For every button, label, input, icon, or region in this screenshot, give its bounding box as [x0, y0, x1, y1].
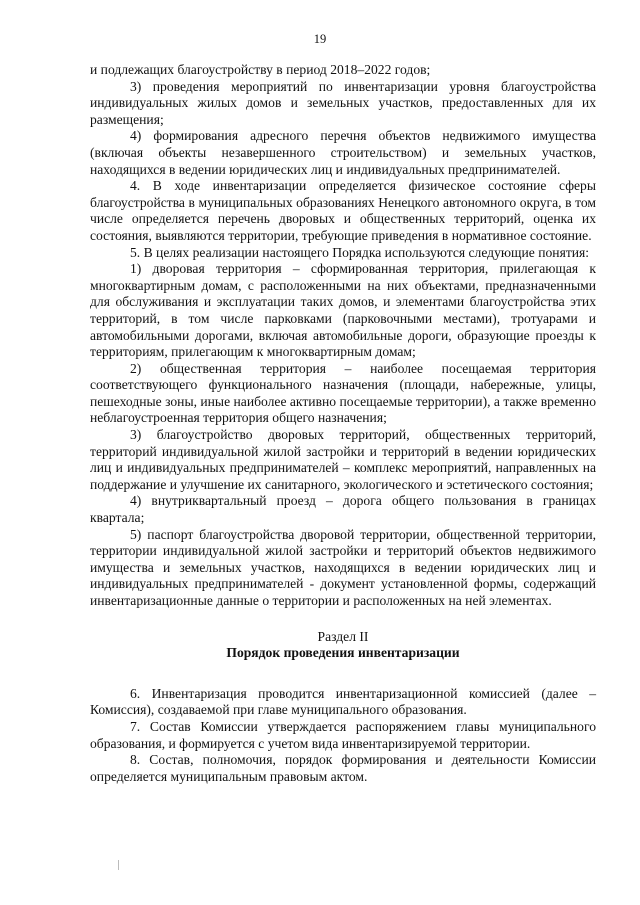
paragraph: 5) паспорт благоустройства дворовой территории, общественной территории, территории индивидуальной жилой застройки и территорий объектов недвижимого имущества и земельных участков, находящихся в ведении юридических лиц и индивидуальных предпринимателей - документ установленной формы, содержащий инвентаризационные данные о территории и расположенных на ней элементах.	[90, 526, 596, 608]
page-number: 19	[313, 32, 327, 46]
paragraph: 4. В ходе инвентаризации определяется физическое состояние сферы благоустройства в муниципальных образованиях Ненецкого автономного округа, в том числе определяется перечень дворовых и общественных территорий, оценка их состояния, выявляются территории, требующие приведения в нормативное состояние.	[90, 178, 596, 243]
document-body	[90, 62, 596, 785]
paragraph: 4) внутриквартальный проезд – дорога общего пользования в границах квартала;	[90, 493, 596, 526]
scan-mark	[118, 860, 119, 870]
paragraph: 3) благоустройство дворовых территорий, общественных территорий, территорий индивидуальной жилой застройки и территорий в ведении юридических лиц и индивидуальных предпринимателей – комплекс мероприятий, направленных на поддержание и улучшение их санитарного, экологического и эстетического состояния;	[90, 427, 596, 492]
paragraph: 8. Состав, полномочия, порядок формирования и деятельности Комиссии определяется муниципальным правовым актом.	[90, 752, 596, 784]
section-title: Порядок проведения инвентаризации	[226, 645, 460, 661]
paragraph: 1) дворовая территория – сформированная территория, прилегающая к многоквартирным домам, с расположенными на них объектами, предназначенными для обслуживания и эксплуатации таких домов, и элементами благоустройства этих территорий, в том числе парковками (парковочными местами), тротуарами и автомобильными дорогами, включая автомобильные дороги, образующие проезды к территориям, прилегающим к многоквартирным домам;	[90, 261, 596, 360]
section-label: Раздел II	[317, 628, 369, 644]
paragraph: 7. Состав Комиссии утверждается распоряжением главы муниципального образования, и формируется с учетом вида инвентаризируемой территории.	[90, 718, 596, 751]
paragraph: 2) общественная территория – наиболее посещаемая территория соответствующего функционального назначения (площади, набережные, улицы, пешеходные зоны, иные наиболее активно посещаемые территории), а также временно неблагоустроенная территория общего назначения;	[90, 360, 596, 426]
paragraph: 3) проведения мероприятий по инвентаризации уровня благоустройства индивидуальных жилых домов и земельных участков, предоставленных для их размещения;	[90, 78, 596, 127]
paragraph: 5. В целях реализации настоящего Порядка используются следующие понятия:	[130, 244, 590, 260]
paragraphs-top	[90, 62, 596, 610]
paragraph: 4) формирования адресного перечня объектов недвижимого имущества (включая объекты незавершенного строительством) и земельных участков, находящихся в ведении юридических лиц и индивидуальных предпринимателей.	[90, 128, 596, 177]
paragraphs-bottom	[90, 686, 596, 786]
section-spacer	[90, 662, 596, 686]
paragraph: и подлежащих благоустройству в период 2018–2022 годов;	[90, 62, 431, 77]
paragraph: 6. Инвентаризация проводится инвентаризационной комиссией (далее – Комиссия), создаваемой при главе муниципального образования.	[90, 685, 596, 718]
